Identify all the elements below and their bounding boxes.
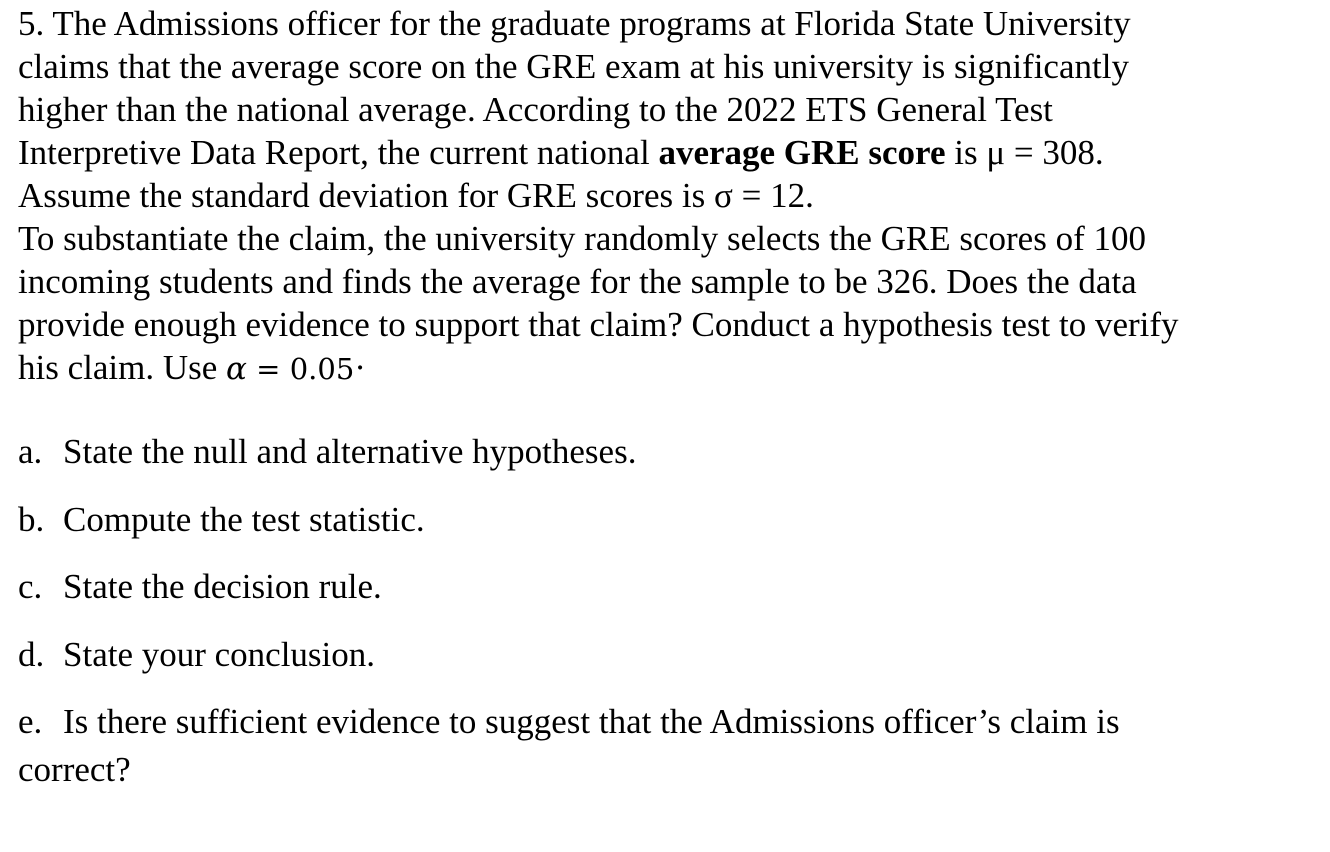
part-letter: b. — [18, 500, 45, 539]
problem-text: his claim. Use — [18, 348, 227, 387]
alpha-symbol: α — [226, 351, 247, 387]
problem-line: To substantiate the claim, the university randomly selects the GRE scores of 100 — [18, 219, 1146, 258]
problem-line: provide enough evidence to support that claim? Conduct a hypothesis test to verify — [18, 305, 1179, 344]
part-text: State the null and alternative hypotheses. — [63, 432, 637, 471]
problem-line: 5. The Admissions officer for the graduate programs at Florida State University — [18, 4, 1131, 43]
part-letter: d. — [18, 635, 45, 674]
part-a — [18, 432, 636, 472]
part-text: State your conclusion. — [63, 635, 376, 674]
part-e-continuation: correct? — [18, 750, 131, 789]
part-letter: a. — [18, 432, 43, 471]
alpha-value: = 0.05 — [246, 352, 355, 386]
part-text: Compute the test statistic. — [63, 500, 425, 539]
problem-text: · — [354, 348, 366, 387]
problem-line: claims that the average score on the GRE exam at his university is significantly — [18, 47, 1129, 86]
problem-statement — [18, 2, 1318, 391]
part-c — [18, 567, 382, 607]
part-e — [18, 702, 1120, 742]
part-text: State the decision rule. — [63, 567, 382, 606]
part-letter: e. — [18, 702, 43, 741]
problem-line — [18, 346, 1318, 391]
problem-text: is μ = 308. — [945, 133, 1104, 172]
bold-term: average GRE score — [658, 133, 946, 172]
part-text: Is there sufficient evidence to suggest that the Admissions officer’s claim is — [63, 702, 1120, 741]
part-letter: c. — [18, 567, 43, 606]
part-d — [18, 635, 375, 675]
part-b — [18, 500, 425, 540]
problem-line — [18, 131, 1318, 174]
problem-line: higher than the national average. According to the 2022 ETS General Test — [18, 90, 1053, 129]
problem-line: Assume the standard deviation for GRE scores is σ = 12. — [18, 176, 814, 215]
problem-text: Interpretive Data Report, the current national — [18, 133, 659, 172]
problem-line: incoming students and finds the average for the sample to be 326. Does the data — [18, 262, 1137, 301]
